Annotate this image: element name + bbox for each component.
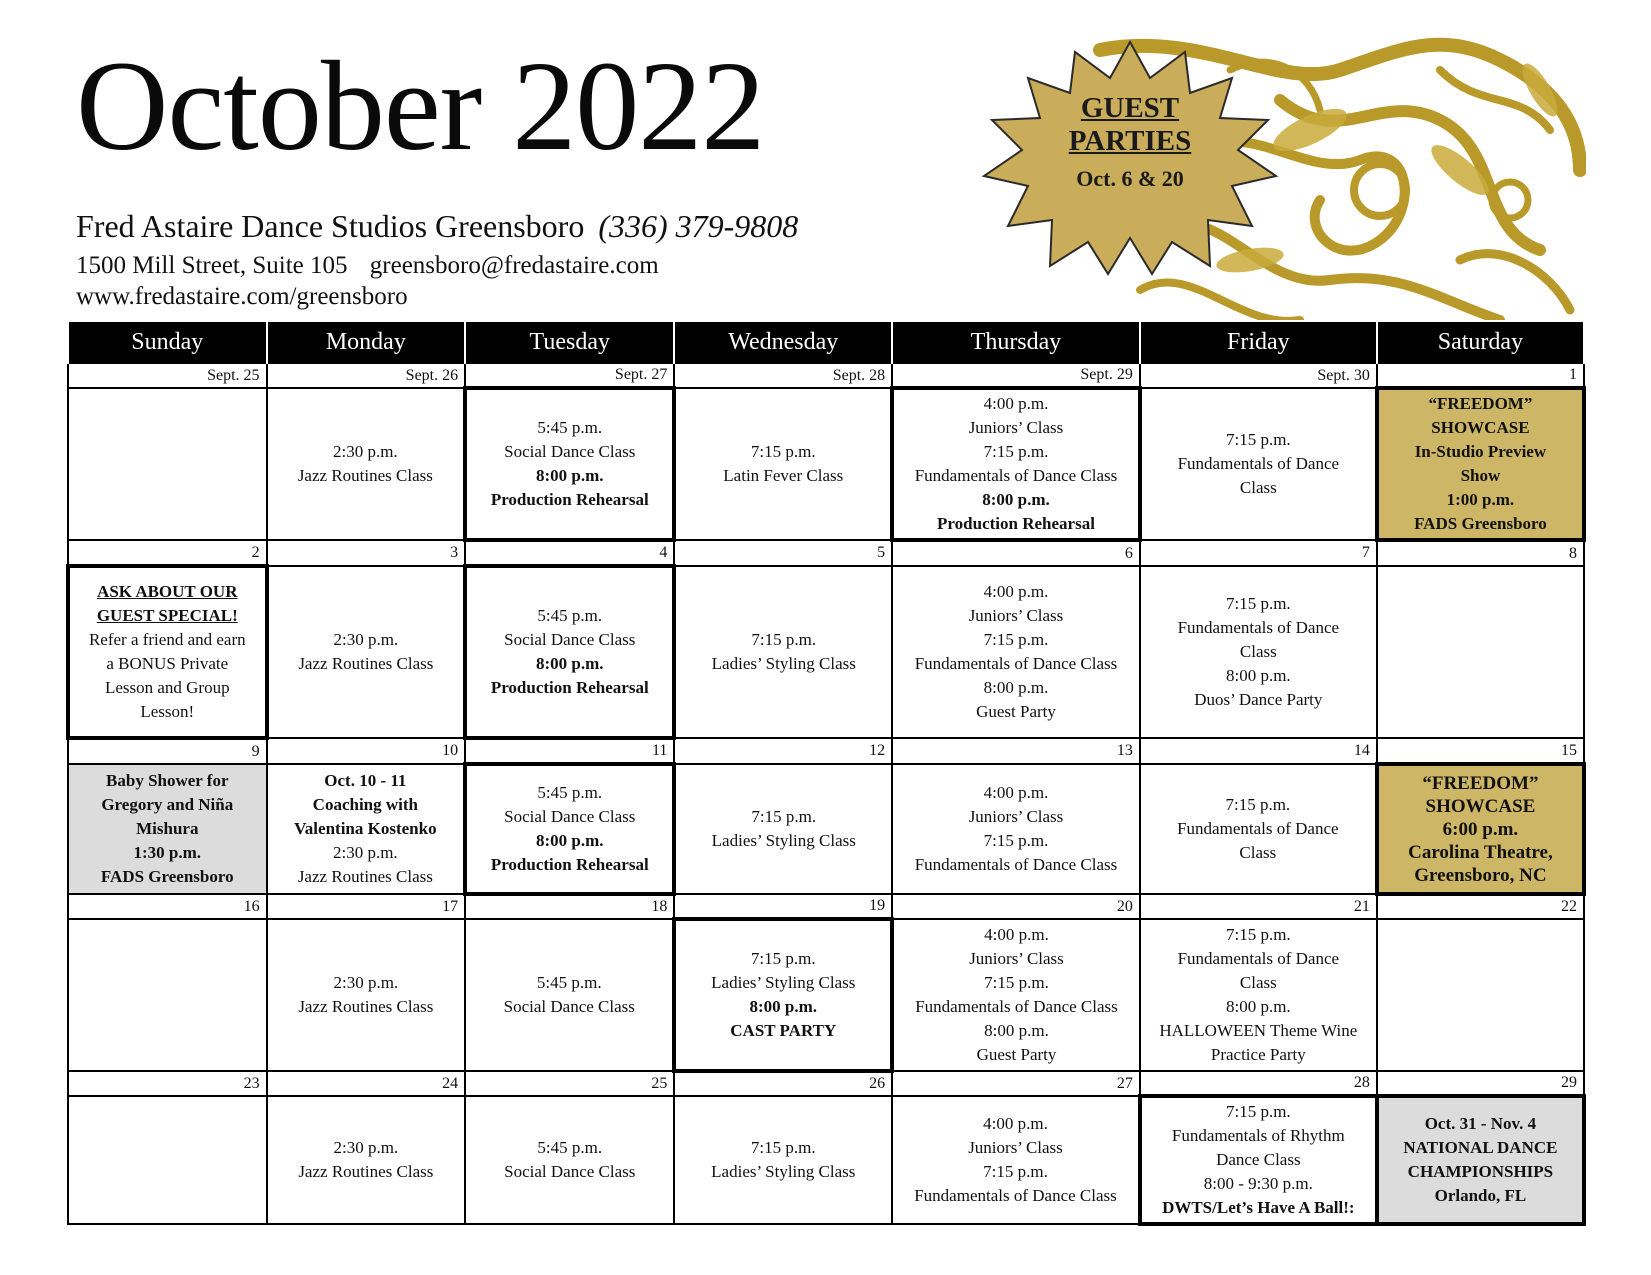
event-line: 7:15 p.m.	[1225, 594, 1291, 613]
event-line: 5:45 p.m.	[537, 1138, 603, 1157]
event-line: Fundamentals of Dance Class	[914, 855, 1118, 874]
day-cell[interactable]	[892, 919, 1140, 1071]
date-number: 23	[68, 1071, 267, 1096]
weekday-header: Tuesday	[465, 321, 674, 363]
day-cell[interactable]	[1377, 566, 1584, 738]
event-line: Production Rehearsal	[490, 855, 649, 874]
day-cell[interactable]	[1140, 388, 1377, 540]
date-number: 20	[892, 894, 1140, 919]
event-line: Juniors’ Class	[968, 807, 1064, 826]
event-line: 8:00 p.m.	[749, 997, 818, 1016]
event-line: Jazz Routines Class	[298, 1162, 434, 1181]
studio-name: Fred Astaire Dance Studios Greensboro	[76, 208, 585, 244]
event-line: 2:30 p.m.	[332, 843, 398, 862]
event-line: Jazz Routines Class	[297, 867, 433, 886]
calendar-grid	[66, 320, 1586, 1226]
day-cell[interactable]	[68, 919, 267, 1071]
date-number: 17	[267, 894, 466, 919]
date-number: 7	[1140, 540, 1377, 566]
event-line: Fundamentals of Dance Class	[914, 1186, 1117, 1205]
guest-parties-badge	[1040, 92, 1220, 192]
event-line: Oct. 10 - 11	[324, 771, 407, 790]
event-line: In-Studio Preview	[1414, 442, 1547, 461]
date-number: 12	[674, 738, 892, 764]
date-number: Sept. 28	[674, 363, 892, 388]
date-number-row	[68, 540, 1584, 566]
date-number: 9	[68, 738, 267, 764]
date-number: 1	[1377, 363, 1584, 388]
event-line: Valentina Kostenko	[294, 819, 437, 838]
page-title: October 2022	[76, 35, 765, 177]
date-number: 10	[267, 738, 466, 764]
event-line: 1:00 p.m.	[1446, 490, 1515, 509]
weekday-header: Saturday	[1377, 321, 1584, 363]
event-line: 7:15 p.m.	[751, 630, 817, 649]
day-events	[893, 779, 1139, 879]
event-line: HALLOWEEN Theme Wine	[1159, 1021, 1358, 1040]
date-number: Sept. 27	[465, 363, 674, 388]
day-events	[467, 414, 672, 514]
event-line: Fundamentals of Dance	[1177, 618, 1340, 637]
event-line: Fundamentals of Dance	[1177, 819, 1339, 838]
day-events	[1379, 1110, 1582, 1210]
event-line: a BONUS Private	[106, 654, 229, 673]
event-line: Production Rehearsal	[490, 678, 649, 697]
day-events	[70, 578, 265, 726]
event-line: Greensboro, NC	[1414, 864, 1547, 886]
event-line: 7:15 p.m.	[983, 442, 1049, 461]
event-line: “FREEDOM”	[1422, 772, 1539, 794]
day-cell[interactable]	[674, 1096, 892, 1224]
event-line: Refer a friend and earn	[88, 630, 246, 649]
day-events	[1142, 1098, 1375, 1222]
date-number: 8	[1377, 540, 1584, 566]
date-number: Sept. 30	[1140, 363, 1377, 388]
badge-dates: Oct. 6 & 20	[1076, 166, 1184, 191]
event-line: “FREEDOM”	[1428, 394, 1533, 413]
event-line: Guest Party	[976, 702, 1056, 721]
event-line: 7:15 p.m.	[1225, 795, 1291, 814]
event-line: 8:00 p.m.	[982, 490, 1050, 509]
event-line: FADS Greensboro	[1414, 514, 1547, 533]
day-cell[interactable]	[674, 388, 892, 540]
event-line: Class	[1239, 478, 1277, 497]
day-cell[interactable]	[892, 764, 1140, 894]
event-line: 7:15 p.m.	[750, 442, 816, 461]
day-events	[69, 462, 266, 466]
event-line: Social Dance Class	[504, 807, 636, 826]
date-number: 24	[267, 1071, 466, 1096]
event-line: Social Dance Class	[504, 442, 636, 461]
day-events	[893, 578, 1139, 726]
event-line: Jazz Routines Class	[297, 466, 433, 485]
day-cell[interactable]	[1377, 1096, 1584, 1224]
day-cell[interactable]	[1377, 919, 1584, 1071]
event-line: Social Dance Class	[503, 997, 635, 1016]
day-cell[interactable]	[465, 566, 674, 738]
weekday-header-row	[68, 321, 1584, 363]
event-line: Orlando, FL	[1434, 1186, 1527, 1205]
event-line: Juniors’ Class	[969, 949, 1064, 968]
day-cell[interactable]	[1140, 1096, 1377, 1224]
event-line: 5:45 p.m.	[536, 973, 602, 992]
event-line: Lesson!	[140, 702, 195, 721]
event-line: 7:15 p.m.	[1225, 925, 1291, 944]
event-line: Fundamentals of Rhythm	[1171, 1126, 1345, 1145]
day-cell[interactable]	[465, 919, 674, 1071]
event-line: 4:00 p.m.	[984, 925, 1049, 944]
day-cell[interactable]	[1140, 919, 1377, 1071]
day-events	[675, 1134, 891, 1186]
event-row	[68, 1096, 1584, 1224]
day-events	[69, 1158, 266, 1162]
day-events	[268, 767, 464, 891]
day-cell[interactable]	[465, 764, 674, 894]
event-line: 8:00 p.m.	[535, 654, 604, 673]
day-events	[1141, 921, 1376, 1069]
event-line: Gregory and Niña	[101, 795, 234, 814]
badge-line-1: GUEST	[1080, 92, 1180, 124]
day-events	[269, 626, 464, 678]
event-line: GUEST SPECIAL!	[96, 606, 238, 625]
day-events	[1378, 993, 1583, 997]
studio-email[interactable]: greensboro@fredastaire.com	[369, 252, 659, 279]
date-number: 2	[68, 540, 267, 566]
event-line: Duos’ Dance Party	[1194, 690, 1323, 709]
date-number: 18	[465, 894, 674, 919]
date-number: 11	[465, 738, 674, 764]
day-cell[interactable]	[267, 919, 466, 1071]
day-cell[interactable]	[1377, 388, 1584, 540]
studio-phone[interactable]: (336) 379-9808	[598, 208, 799, 244]
event-line: 8:00 p.m.	[984, 1021, 1049, 1040]
day-events	[1378, 650, 1583, 654]
date-number: 27	[892, 1071, 1140, 1096]
day-cell[interactable]	[267, 764, 466, 894]
day-events	[1141, 791, 1375, 867]
day-events	[69, 993, 266, 997]
event-line: Lesson and Group	[104, 678, 230, 697]
day-events	[466, 1134, 673, 1186]
event-line: Fundamentals of Dance	[1177, 949, 1340, 968]
event-line: Jazz Routines Class	[298, 654, 434, 673]
date-number-row	[68, 894, 1584, 919]
event-line: SHOWCASE	[1425, 795, 1536, 817]
event-line: 7:15 p.m.	[984, 973, 1049, 992]
event-line: Juniors’ Class	[968, 606, 1064, 625]
event-line: Latin Fever Class	[723, 466, 844, 485]
day-events	[1141, 590, 1376, 714]
event-line: 1:30 p.m.	[133, 843, 202, 862]
day-cell[interactable]	[892, 388, 1140, 540]
event-line: DWTS/Let’s Have A Ball!:	[1162, 1198, 1355, 1217]
event-line: Fundamentals of Dance Class	[914, 654, 1118, 673]
day-events	[268, 969, 465, 1021]
event-line: Ladies’ Styling Class	[711, 973, 856, 992]
day-cell[interactable]	[674, 919, 892, 1071]
weekday-header: Monday	[267, 321, 466, 363]
event-line: 7:15 p.m.	[983, 1162, 1048, 1181]
event-line: 2:30 p.m.	[333, 973, 399, 992]
event-line: Juniors’ Class	[968, 418, 1064, 437]
date-number: 13	[892, 738, 1140, 764]
event-line: Juniors’ Class	[968, 1138, 1063, 1157]
event-line: 2:30 p.m.	[332, 442, 398, 461]
event-line: NATIONAL DANCE	[1403, 1138, 1558, 1157]
day-events	[466, 969, 672, 1021]
date-number-row	[68, 1071, 1584, 1096]
event-line: 7:15 p.m.	[983, 831, 1049, 850]
event-line: 8:00 p.m.	[1225, 666, 1291, 685]
event-line: 5:45 p.m.	[537, 418, 603, 437]
event-line: 8:00 p.m.	[1225, 997, 1291, 1016]
day-events	[676, 803, 891, 855]
event-line: 5:45 p.m.	[537, 783, 603, 802]
event-line: 7:15 p.m.	[751, 807, 817, 826]
event-line: Class	[1239, 642, 1277, 661]
date-number: 15	[1377, 738, 1584, 764]
date-number: Sept. 26	[267, 363, 466, 388]
event-line: 4:00 p.m.	[983, 582, 1049, 601]
day-events	[676, 626, 891, 678]
day-cell[interactable]	[892, 1096, 1140, 1224]
studio-website[interactable]: www.fredastaire.com/greensboro	[76, 283, 408, 310]
event-line: Carolina Theatre,	[1408, 841, 1553, 863]
event-line: Production Rehearsal	[937, 514, 1095, 533]
day-cell[interactable]	[892, 566, 1140, 738]
day-cell[interactable]	[674, 764, 892, 894]
event-line: 5:45 p.m.	[537, 606, 603, 625]
event-line: 7:15 p.m.	[750, 1138, 816, 1157]
studio-address: 1500 Mill Street, Suite 105	[76, 252, 348, 279]
day-events	[676, 438, 890, 490]
date-number: 6	[892, 540, 1140, 566]
event-line: Baby Shower for	[106, 771, 229, 790]
day-events	[676, 945, 890, 1045]
date-number: 25	[465, 1071, 674, 1096]
event-line: Jazz Routines Class	[298, 997, 434, 1016]
date-number: Sept. 25	[68, 363, 267, 388]
day-events	[894, 390, 1138, 538]
event-line: Coaching with	[312, 795, 418, 814]
event-line: Class	[1239, 973, 1277, 992]
day-events	[467, 602, 672, 702]
event-row	[68, 919, 1584, 1071]
event-line: ASK ABOUT OUR	[97, 582, 238, 601]
event-row	[68, 764, 1584, 894]
event-line: 7:15 p.m.	[1225, 430, 1291, 449]
day-cell[interactable]	[68, 388, 267, 540]
event-line: Social Dance Class	[504, 1162, 636, 1181]
date-number: 26	[674, 1071, 892, 1096]
day-cell[interactable]	[1377, 764, 1584, 894]
weekday-header: Sunday	[68, 321, 267, 363]
date-number: 28	[1140, 1071, 1377, 1096]
date-number: Sept. 29	[892, 363, 1140, 388]
date-number: 16	[68, 894, 267, 919]
date-number: 5	[674, 540, 892, 566]
day-events	[893, 1110, 1138, 1210]
event-line: 8:00 p.m.	[535, 466, 604, 485]
date-number: 21	[1140, 894, 1377, 919]
event-line: Social Dance Class	[504, 630, 636, 649]
date-number: 19	[674, 894, 892, 919]
event-line: Ladies’ Styling Class	[711, 831, 856, 850]
day-cell[interactable]	[465, 1096, 674, 1224]
event-line: Production Rehearsal	[490, 490, 649, 509]
day-cell[interactable]	[465, 388, 674, 540]
event-line: Fundamentals of Dance Class	[914, 466, 1118, 485]
event-line: Fundamentals of Dance	[1177, 454, 1340, 473]
event-line: Practice Party	[1210, 1045, 1306, 1064]
event-line: 7:15 p.m.	[983, 630, 1049, 649]
badge-line-2: PARTIES	[1068, 125, 1192, 157]
event-line: Fundamentals of Dance Class	[915, 997, 1118, 1016]
address-line	[76, 252, 659, 280]
date-number: 4	[465, 540, 674, 566]
day-events	[1379, 770, 1582, 889]
event-line: 4:00 p.m.	[983, 1114, 1048, 1133]
day-events	[268, 438, 464, 490]
event-line: 7:15 p.m.	[750, 949, 816, 968]
day-cell[interactable]	[674, 566, 892, 738]
weekday-header: Thursday	[892, 321, 1140, 363]
event-line: Dance Class	[1216, 1150, 1301, 1169]
day-events	[268, 1134, 465, 1186]
event-line: FADS Greensboro	[100, 867, 234, 886]
event-line: 8:00 p.m.	[983, 678, 1049, 697]
day-events	[467, 779, 672, 879]
day-cell[interactable]	[1140, 566, 1377, 738]
event-line: 2:30 p.m.	[333, 1138, 399, 1157]
event-line: Show	[1460, 466, 1501, 485]
event-row	[68, 388, 1584, 540]
event-line: 4:00 p.m.	[983, 394, 1049, 413]
event-line: 7:15 p.m.	[1225, 1102, 1291, 1121]
day-cell[interactable]	[68, 1096, 267, 1224]
day-cell[interactable]	[267, 566, 466, 738]
day-cell[interactable]	[267, 388, 466, 540]
event-line: CHAMPIONSHIPS	[1407, 1162, 1554, 1181]
event-row	[68, 566, 1584, 738]
date-number: 3	[267, 540, 466, 566]
event-line: 8:00 p.m.	[535, 831, 604, 850]
event-line: Mishura	[136, 819, 199, 838]
studio-name-line	[76, 208, 798, 245]
day-cell[interactable]	[267, 1096, 466, 1224]
date-number-row	[68, 363, 1584, 388]
event-line: 4:00 p.m.	[983, 783, 1049, 802]
day-cell[interactable]	[68, 764, 267, 894]
date-number: 14	[1140, 738, 1377, 764]
weekday-header: Friday	[1140, 321, 1377, 363]
day-events	[894, 921, 1139, 1069]
event-line: Oct. 31 - Nov. 4	[1424, 1114, 1537, 1133]
day-events	[1379, 390, 1582, 538]
event-line: SHOWCASE	[1431, 418, 1530, 437]
event-line: 6:00 p.m.	[1442, 818, 1519, 840]
event-line: Class	[1239, 843, 1277, 862]
event-line: Guest Party	[976, 1045, 1057, 1064]
date-number: 22	[1377, 894, 1584, 919]
event-line: Ladies’ Styling Class	[711, 1162, 856, 1181]
event-line: CAST PARTY	[730, 1021, 837, 1040]
date-number: 29	[1377, 1071, 1584, 1096]
event-line: 2:30 p.m.	[333, 630, 399, 649]
day-events	[1142, 426, 1375, 502]
day-cell[interactable]	[1140, 764, 1377, 894]
event-line: 8:00 - 9:30 p.m.	[1203, 1174, 1313, 1193]
date-number-row	[68, 738, 1584, 764]
day-events	[69, 767, 266, 891]
day-cell[interactable]	[68, 566, 267, 738]
event-line: Ladies’ Styling Class	[711, 654, 856, 673]
weekday-header: Wednesday	[674, 321, 892, 363]
